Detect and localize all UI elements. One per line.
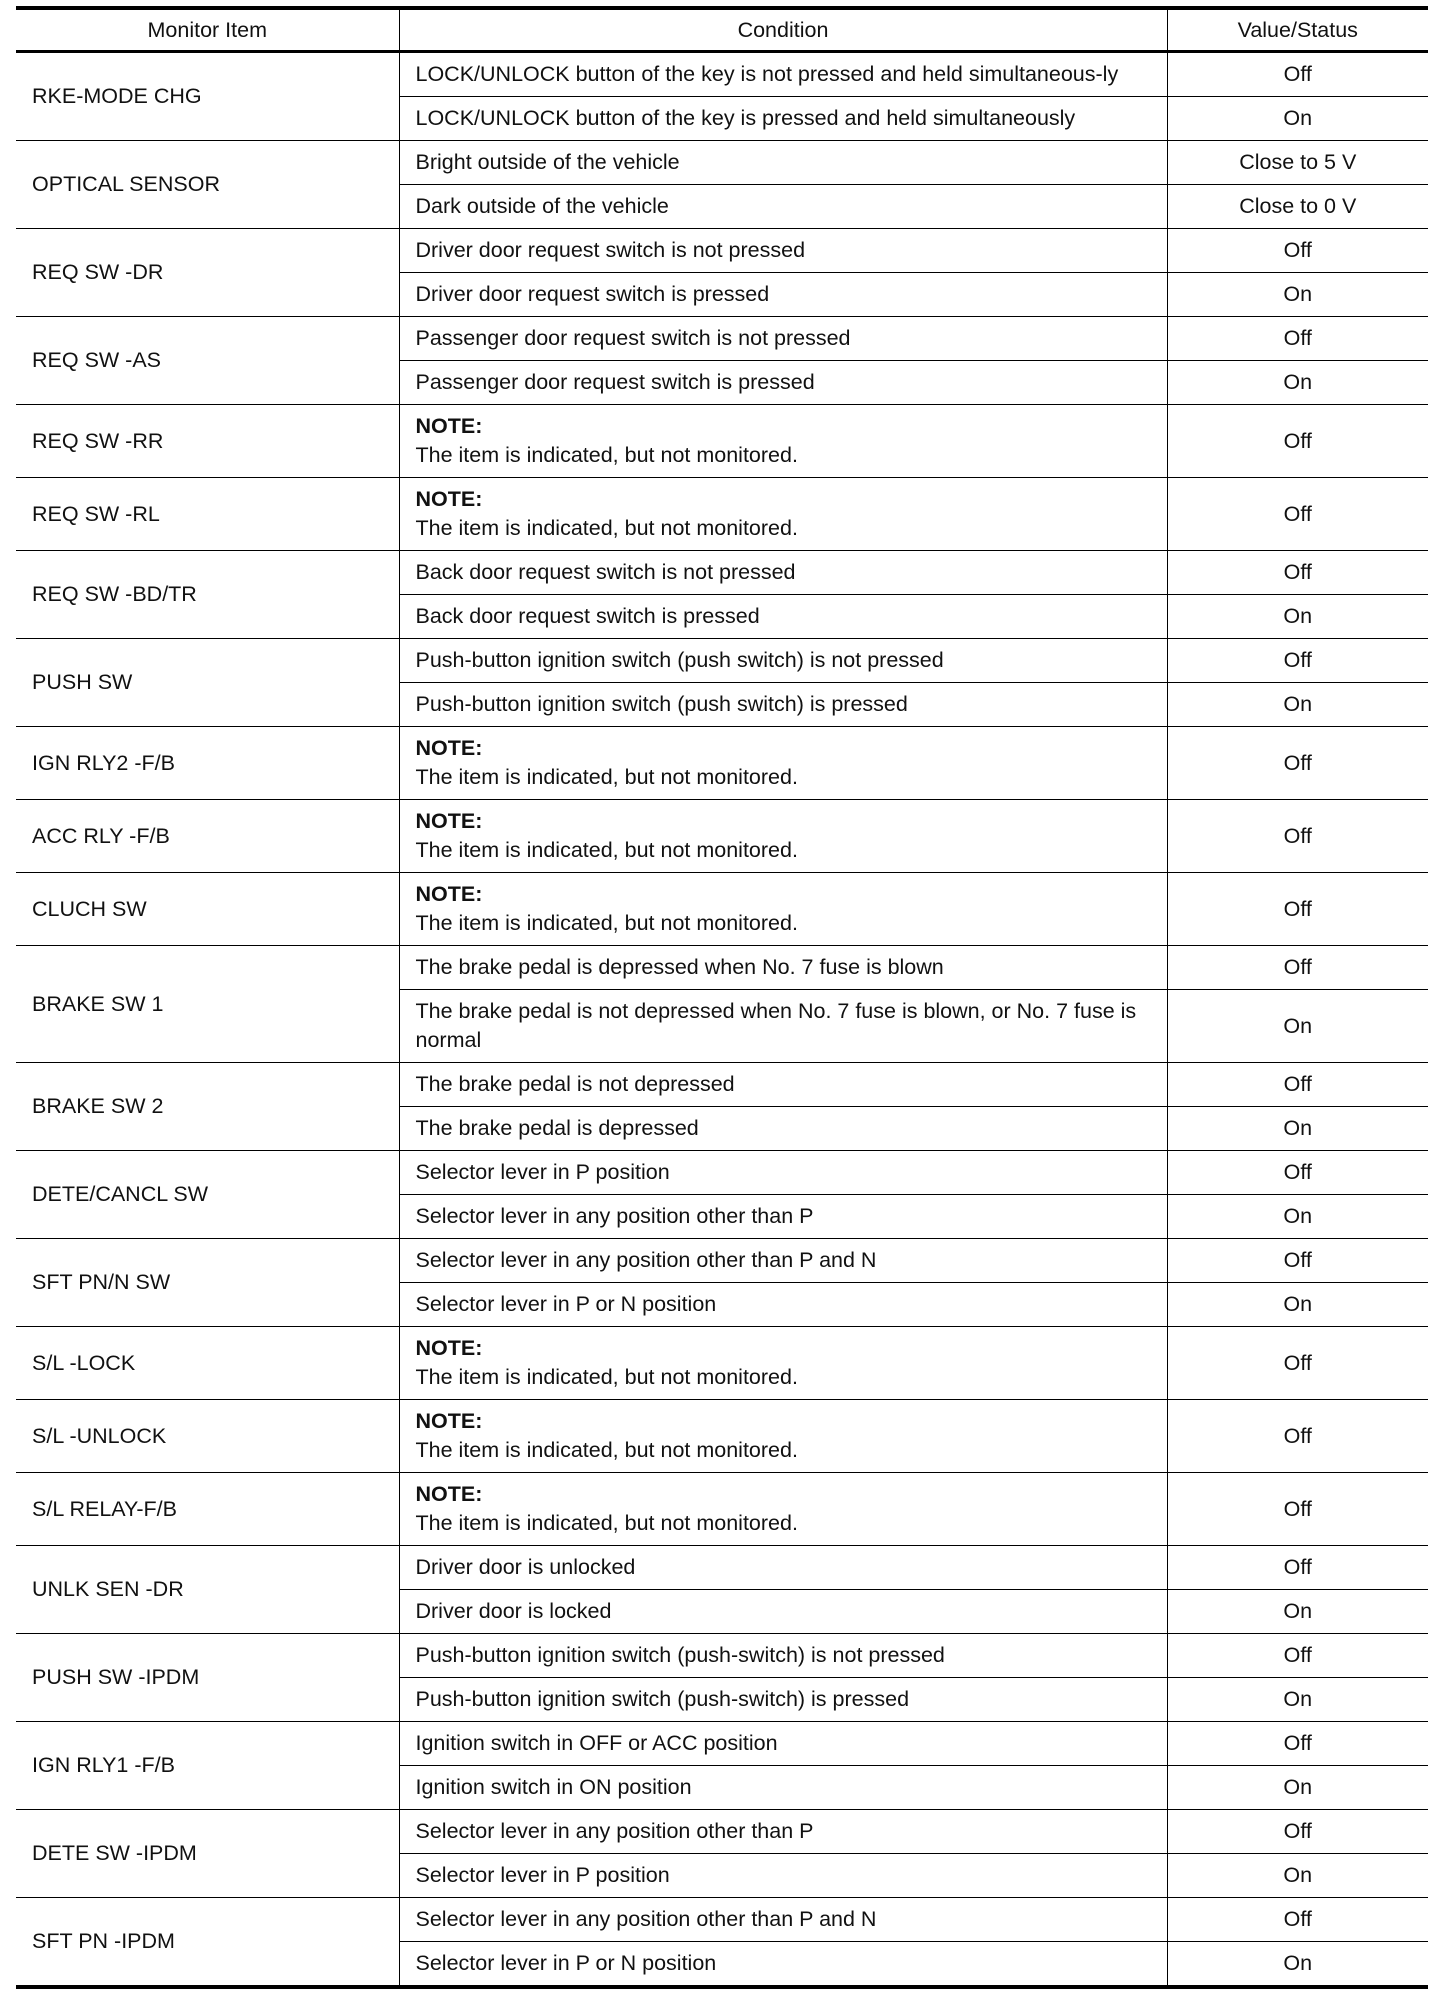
- monitor-item-cell: IGN RLY1 -F/B: [16, 1722, 399, 1810]
- condition-cell: Ignition switch in ON position: [399, 1766, 1167, 1810]
- value-status-cell: Off: [1167, 1239, 1428, 1283]
- monitor-item-cell: BRAKE SW 2: [16, 1063, 399, 1151]
- condition-cell: Push-button ignition switch (push switch) is not pressed: [399, 639, 1167, 683]
- value-status-cell: Off: [1167, 1810, 1428, 1854]
- monitor-item-cell: DETE/CANCL SW: [16, 1151, 399, 1239]
- value-status-cell: On: [1167, 1283, 1428, 1327]
- monitor-item-cell: SFT PN/N SW: [16, 1239, 399, 1327]
- monitor-item-table: [16, 6, 1428, 1989]
- table-row: [16, 478, 1428, 551]
- note-text: The item is indicated, but not monitored.: [415, 443, 798, 467]
- note-text: The item is indicated, but not monitored.: [415, 765, 798, 789]
- monitor-item-cell: REQ SW -RR: [16, 405, 399, 478]
- condition-cell: Selector lever in any position other than P: [399, 1810, 1167, 1854]
- monitor-item-cell: DETE SW -IPDM: [16, 1810, 399, 1898]
- condition-cell: Driver door is unlocked: [399, 1546, 1167, 1590]
- header-row: [16, 8, 1428, 52]
- value-status-cell: Off: [1167, 727, 1428, 800]
- note-label: NOTE:: [415, 809, 483, 833]
- note-label: NOTE:: [415, 1409, 483, 1433]
- monitor-item-cell: SFT PN -IPDM: [16, 1898, 399, 1988]
- condition-cell: Driver door request switch is pressed: [399, 273, 1167, 317]
- monitor-item-cell: UNLK SEN -DR: [16, 1546, 399, 1634]
- value-status-cell: Off: [1167, 1546, 1428, 1590]
- table-row: [16, 141, 1428, 185]
- table-row: [16, 52, 1428, 97]
- monitor-item-cell: REQ SW -AS: [16, 317, 399, 405]
- monitor-item-cell: OPTICAL SENSOR: [16, 141, 399, 229]
- monitor-item-cell: ACC RLY -F/B: [16, 800, 399, 873]
- value-status-cell: On: [1167, 1942, 1428, 1988]
- condition-cell: Driver door is locked: [399, 1590, 1167, 1634]
- value-status-cell: Off: [1167, 1722, 1428, 1766]
- value-status-cell: On: [1167, 1107, 1428, 1151]
- condition-cell: Back door request switch is pressed: [399, 595, 1167, 639]
- value-status-cell: Close to 0 V: [1167, 185, 1428, 229]
- condition-cell: Push-button ignition switch (push-switch) is not pressed: [399, 1634, 1167, 1678]
- value-status-cell: Off: [1167, 478, 1428, 551]
- condition-cell: LOCK/UNLOCK button of the key is not pressed and held simultaneous-ly: [399, 52, 1167, 97]
- monitor-item-cell: S/L -UNLOCK: [16, 1400, 399, 1473]
- note-label: NOTE:: [415, 882, 483, 906]
- condition-cell: [399, 1327, 1167, 1400]
- condition-cell: [399, 800, 1167, 873]
- table-row: [16, 800, 1428, 873]
- monitor-item-cell: PUSH SW -IPDM: [16, 1634, 399, 1722]
- value-status-cell: On: [1167, 1854, 1428, 1898]
- condition-cell: Dark outside of the vehicle: [399, 185, 1167, 229]
- condition-cell: [399, 478, 1167, 551]
- condition-cell: The brake pedal is not depressed when No. 7 fuse is blown, or No. 7 fuse is normal: [399, 990, 1167, 1063]
- table-row: [16, 1722, 1428, 1766]
- value-status-cell: On: [1167, 1195, 1428, 1239]
- monitor-item-cell: IGN RLY2 -F/B: [16, 727, 399, 800]
- condition-cell: Ignition switch in OFF or ACC position: [399, 1722, 1167, 1766]
- table-row: [16, 405, 1428, 478]
- value-status-cell: Off: [1167, 946, 1428, 990]
- condition-cell: Selector lever in P or N position: [399, 1283, 1167, 1327]
- value-status-cell: On: [1167, 361, 1428, 405]
- value-status-cell: On: [1167, 683, 1428, 727]
- note-label: NOTE:: [415, 487, 483, 511]
- value-status-cell: On: [1167, 1766, 1428, 1810]
- note-label: NOTE:: [415, 1482, 483, 1506]
- condition-cell: Driver door request switch is not pressed: [399, 229, 1167, 273]
- condition-cell: Selector lever in P position: [399, 1151, 1167, 1195]
- table-row: [16, 229, 1428, 273]
- note-label: NOTE:: [415, 1336, 483, 1360]
- monitor-item-cell: S/L RELAY-F/B: [16, 1473, 399, 1546]
- table-row: [16, 727, 1428, 800]
- table-body: [16, 52, 1428, 1988]
- note-text: The item is indicated, but not monitored.: [415, 1438, 798, 1462]
- table-row: [16, 946, 1428, 990]
- value-status-cell: Off: [1167, 873, 1428, 946]
- table-row: [16, 1473, 1428, 1546]
- table-row: [16, 1063, 1428, 1107]
- condition-cell: Push-button ignition switch (push-switch) is pressed: [399, 1678, 1167, 1722]
- monitor-item-cell: REQ SW -DR: [16, 229, 399, 317]
- value-status-cell: On: [1167, 990, 1428, 1063]
- monitor-spec-sheet: [16, 6, 1428, 1989]
- note-text: The item is indicated, but not monitored.: [415, 911, 798, 935]
- value-status-cell: Off: [1167, 405, 1428, 478]
- condition-cell: Selector lever in any position other than P and N: [399, 1239, 1167, 1283]
- condition-cell: Selector lever in any position other than P and N: [399, 1898, 1167, 1942]
- table-row: [16, 1634, 1428, 1678]
- table-row: [16, 1151, 1428, 1195]
- value-status-cell: Off: [1167, 1063, 1428, 1107]
- monitor-item-cell: PUSH SW: [16, 639, 399, 727]
- condition-cell: LOCK/UNLOCK button of the key is pressed and held simultaneously: [399, 97, 1167, 141]
- value-status-cell: On: [1167, 273, 1428, 317]
- value-status-cell: Off: [1167, 800, 1428, 873]
- monitor-item-cell: BRAKE SW 1: [16, 946, 399, 1063]
- condition-cell: Selector lever in any position other than P: [399, 1195, 1167, 1239]
- table-header: [16, 8, 1428, 52]
- table-row: [16, 317, 1428, 361]
- table-row: [16, 551, 1428, 595]
- condition-cell: The brake pedal is not depressed: [399, 1063, 1167, 1107]
- table-row: [16, 873, 1428, 946]
- value-status-cell: Off: [1167, 1634, 1428, 1678]
- note-label: NOTE:: [415, 414, 483, 438]
- note-label: NOTE:: [415, 736, 483, 760]
- value-status-cell: On: [1167, 1678, 1428, 1722]
- condition-cell: Passenger door request switch is pressed: [399, 361, 1167, 405]
- note-text: The item is indicated, but not monitored.: [415, 516, 798, 540]
- value-status-cell: Off: [1167, 1898, 1428, 1942]
- condition-cell: Selector lever in P or N position: [399, 1942, 1167, 1988]
- value-status-cell: Off: [1167, 639, 1428, 683]
- condition-cell: The brake pedal is depressed: [399, 1107, 1167, 1151]
- table-row: [16, 1400, 1428, 1473]
- value-status-cell: On: [1167, 595, 1428, 639]
- value-status-cell: Off: [1167, 229, 1428, 273]
- value-status-cell: Off: [1167, 551, 1428, 595]
- value-status-cell: On: [1167, 1590, 1428, 1634]
- value-status-cell: Off: [1167, 1327, 1428, 1400]
- note-text: The item is indicated, but not monitored.: [415, 838, 798, 862]
- condition-cell: Push-button ignition switch (push switch) is pressed: [399, 683, 1167, 727]
- monitor-item-cell: RKE-MODE CHG: [16, 52, 399, 141]
- value-status-cell: Close to 5 V: [1167, 141, 1428, 185]
- condition-cell: Back door request switch is not pressed: [399, 551, 1167, 595]
- condition-cell: Selector lever in P position: [399, 1854, 1167, 1898]
- header-value-status: Value/Status: [1167, 8, 1428, 52]
- table-row: [16, 1327, 1428, 1400]
- condition-cell: Passenger door request switch is not pressed: [399, 317, 1167, 361]
- header-monitor-item: Monitor Item: [16, 8, 399, 52]
- value-status-cell: Off: [1167, 1151, 1428, 1195]
- note-text: The item is indicated, but not monitored.: [415, 1511, 798, 1535]
- table-row: [16, 1810, 1428, 1854]
- condition-cell: [399, 873, 1167, 946]
- table-row: [16, 1898, 1428, 1942]
- value-status-cell: Off: [1167, 1400, 1428, 1473]
- condition-cell: Bright outside of the vehicle: [399, 141, 1167, 185]
- note-text: The item is indicated, but not monitored.: [415, 1365, 798, 1389]
- table-row: [16, 639, 1428, 683]
- value-status-cell: Off: [1167, 52, 1428, 97]
- monitor-item-cell: REQ SW -BD/TR: [16, 551, 399, 639]
- monitor-item-cell: S/L -LOCK: [16, 1327, 399, 1400]
- value-status-cell: On: [1167, 97, 1428, 141]
- condition-cell: [399, 727, 1167, 800]
- monitor-item-cell: REQ SW -RL: [16, 478, 399, 551]
- monitor-item-cell: CLUCH SW: [16, 873, 399, 946]
- condition-cell: [399, 1473, 1167, 1546]
- table-row: [16, 1546, 1428, 1590]
- header-condition: Condition: [399, 8, 1167, 52]
- condition-cell: The brake pedal is depressed when No. 7 fuse is blown: [399, 946, 1167, 990]
- value-status-cell: Off: [1167, 1473, 1428, 1546]
- table-row: [16, 1239, 1428, 1283]
- value-status-cell: Off: [1167, 317, 1428, 361]
- condition-cell: [399, 1400, 1167, 1473]
- condition-cell: [399, 405, 1167, 478]
